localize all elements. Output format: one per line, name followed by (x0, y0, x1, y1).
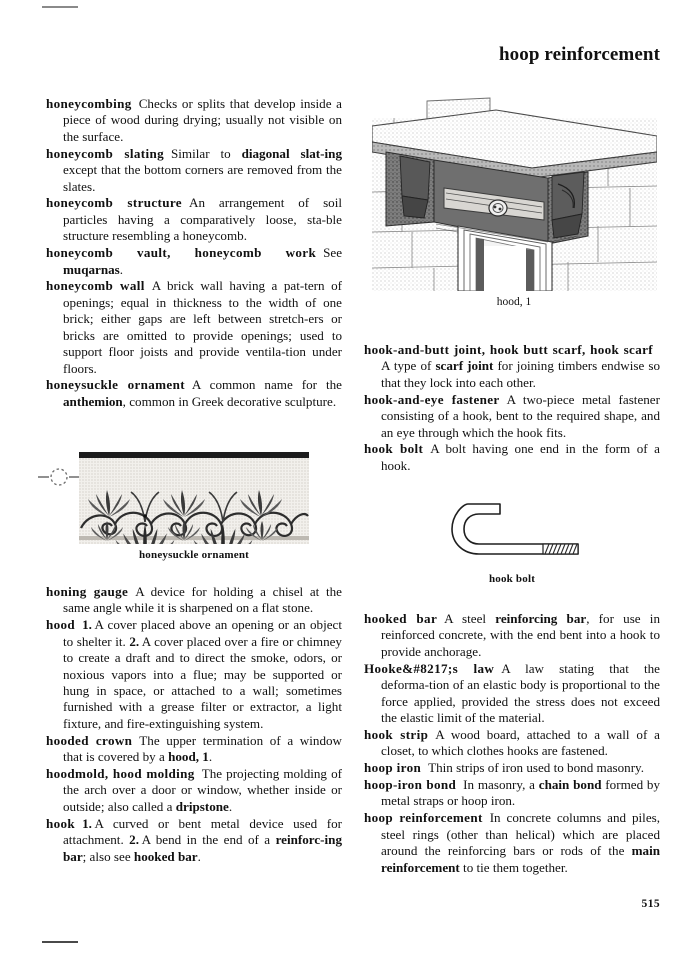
entry-definition: A type of scarf joint for joining timbers endwise so that they lock into each other. (381, 358, 660, 390)
page-number: 515 (641, 898, 660, 910)
dictionary-entry (46, 245, 342, 278)
dictionary-entry (46, 617, 342, 732)
hook-bolt-diagram (422, 498, 602, 568)
running-head: hoop reinforcement (499, 44, 660, 65)
entry-headword: honeycombing (46, 96, 132, 111)
figure-caption: hook bolt (488, 573, 536, 585)
dictionary-entry (46, 816, 342, 865)
right-column-upper (364, 342, 660, 475)
entry-headword: honeycomb wall (46, 278, 145, 294)
entry-definition: The upper termination of a window that is covered by a hood, 1. (63, 732, 342, 765)
crop-mark-top (42, 6, 78, 8)
honeysuckle-ornament-figure (46, 452, 342, 561)
dictionary-entry (46, 278, 342, 376)
entry-headword: hook (46, 815, 76, 831)
hood-figure (368, 96, 660, 308)
left-column (46, 96, 342, 411)
entry-definition: A two-piece metal fastener consisting of a hook, bent to the required shape, and an eye through which the hook fits. (381, 391, 660, 440)
entry-headword: honeycomb vault, honeycomb work (46, 245, 317, 261)
dictionary-entry (364, 810, 660, 876)
entry-headword: hook-and-butt joint, hook butt scarf, hook scarf (364, 342, 653, 357)
entry-definition: An arrangement of soil particles having a comparatively loose, sta‑ble structure resembling a honeycomb. (63, 195, 342, 244)
entry-headword: Hooke&#8217;s law (364, 660, 495, 676)
dictionary-entry (46, 766, 342, 815)
entry-definition: In masonry, a chain bond formed by metal straps or hoop iron. (381, 777, 660, 809)
dictionary-entry (46, 377, 342, 410)
entry-headword: hoop iron (364, 760, 422, 776)
dictionary-entry (46, 584, 342, 617)
entry-headword: honeysuckle ornament (46, 377, 185, 393)
dictionary-entry (46, 733, 342, 766)
dictionary-entry (364, 760, 660, 776)
figure-caption: honeysuckle ornament (138, 549, 250, 561)
dictionary-entry (46, 96, 342, 145)
entry-definition: Similar to diagonal slat‑ing except that the bottom corners are removed from the slates. (63, 145, 342, 194)
dictionary-entry (46, 195, 342, 244)
entry-headword: hood (46, 617, 76, 633)
entry-definition: The projecting molding of the arch over a door or window, whether inside or outside; also called a dripstone. (63, 765, 342, 814)
entry-definition: Thin strips of iron used to bond masonry. (428, 760, 645, 776)
entry-definition: A law stating that the deforma‑tion of an elastic body is proportional to the force applied, provided the stress does not exceed the elastic limit of the material. (381, 660, 660, 725)
left-column-lower (46, 584, 342, 865)
hood-engraving (372, 96, 657, 291)
dictionary-entry (46, 146, 342, 195)
entry-headword: hook strip (364, 726, 429, 742)
entry-headword: honeycomb structure (46, 195, 182, 211)
entry-headword: hoop reinforcement (364, 810, 483, 826)
dictionary-entry (364, 611, 660, 660)
honeysuckle-ornament-engraving (79, 452, 309, 544)
figure-caption: hood, 1 (496, 296, 532, 308)
entry-definition: 1. A curved or bent metal device used for attachment. 2. A bend in the end of a reinforc‑ing bar; also see hooked bar. (63, 815, 342, 864)
dictionary-entry (364, 441, 660, 474)
entry-definition: A bolt having one end in the form of a hook. (381, 441, 660, 473)
entry-definition: A wood board, attached to a wall of a closet, to which clothes hooks are fastened. (381, 726, 660, 759)
entry-definition: A device for holding a chisel at the same angle while it is sharpened on a flat stone. (63, 584, 342, 616)
entry-definition: A brick wall having a pat‑tern of openings; equal in thickness to the width of one brick; either gaps are left between stretch‑ers or bricks are omitted to provide openings; used to support floor joists and provide ventila‑tion under floors. (63, 278, 342, 376)
right-column-lower (364, 611, 660, 877)
crop-mark-bottom (42, 941, 78, 943)
entry-headword: hoodmold, hood molding (46, 765, 195, 781)
dictionary-entry (364, 777, 660, 810)
dictionary-entry (364, 727, 660, 760)
dictionary-entry (364, 661, 660, 727)
entry-headword: hook bolt (364, 441, 424, 457)
entry-headword: honeycomb slating (46, 145, 164, 161)
entry-definition: A steel reinforcing bar, for use in reinforced concrete, with the end bent into a hook to provide anchorage. (381, 611, 660, 659)
entry-headword: hooded crown (46, 732, 133, 748)
dictionary-entry (364, 342, 660, 391)
entry-headword: hook-and-eye fastener (364, 391, 500, 407)
entry-headword: hoop-iron bond (364, 777, 457, 793)
dictionary-entry (364, 392, 660, 441)
entry-definition: In concrete columns and piles, steel rings (other than helical) which are placed around the reinforcing bars or rods of the main reinforcement to tie them together. (381, 810, 660, 875)
entry-definition: Checks or splits that develop inside a piece of wood during drying; usually not visible on the surface. (63, 96, 342, 144)
entry-headword: hooked bar (364, 611, 438, 626)
entry-definition: 1. A cover placed above an opening or an object to shelter it. 2. A cover placed over a fire or chimney to create a draft and to direct the smoke, odors, or noxious vapors into a flue; may be supported or hung in space, or attached to a wall; sometimes furnished with a grease filter or extractor, a light fixture, and fire-extinguishing system. (63, 617, 342, 731)
hook-bolt-figure (364, 498, 660, 585)
entry-headword: honing gauge (46, 584, 129, 599)
entry-definition: See muqarnas. (63, 245, 342, 277)
entry-definition: A common name for the anthemion, common in Greek decorative sculpture. (63, 377, 342, 409)
